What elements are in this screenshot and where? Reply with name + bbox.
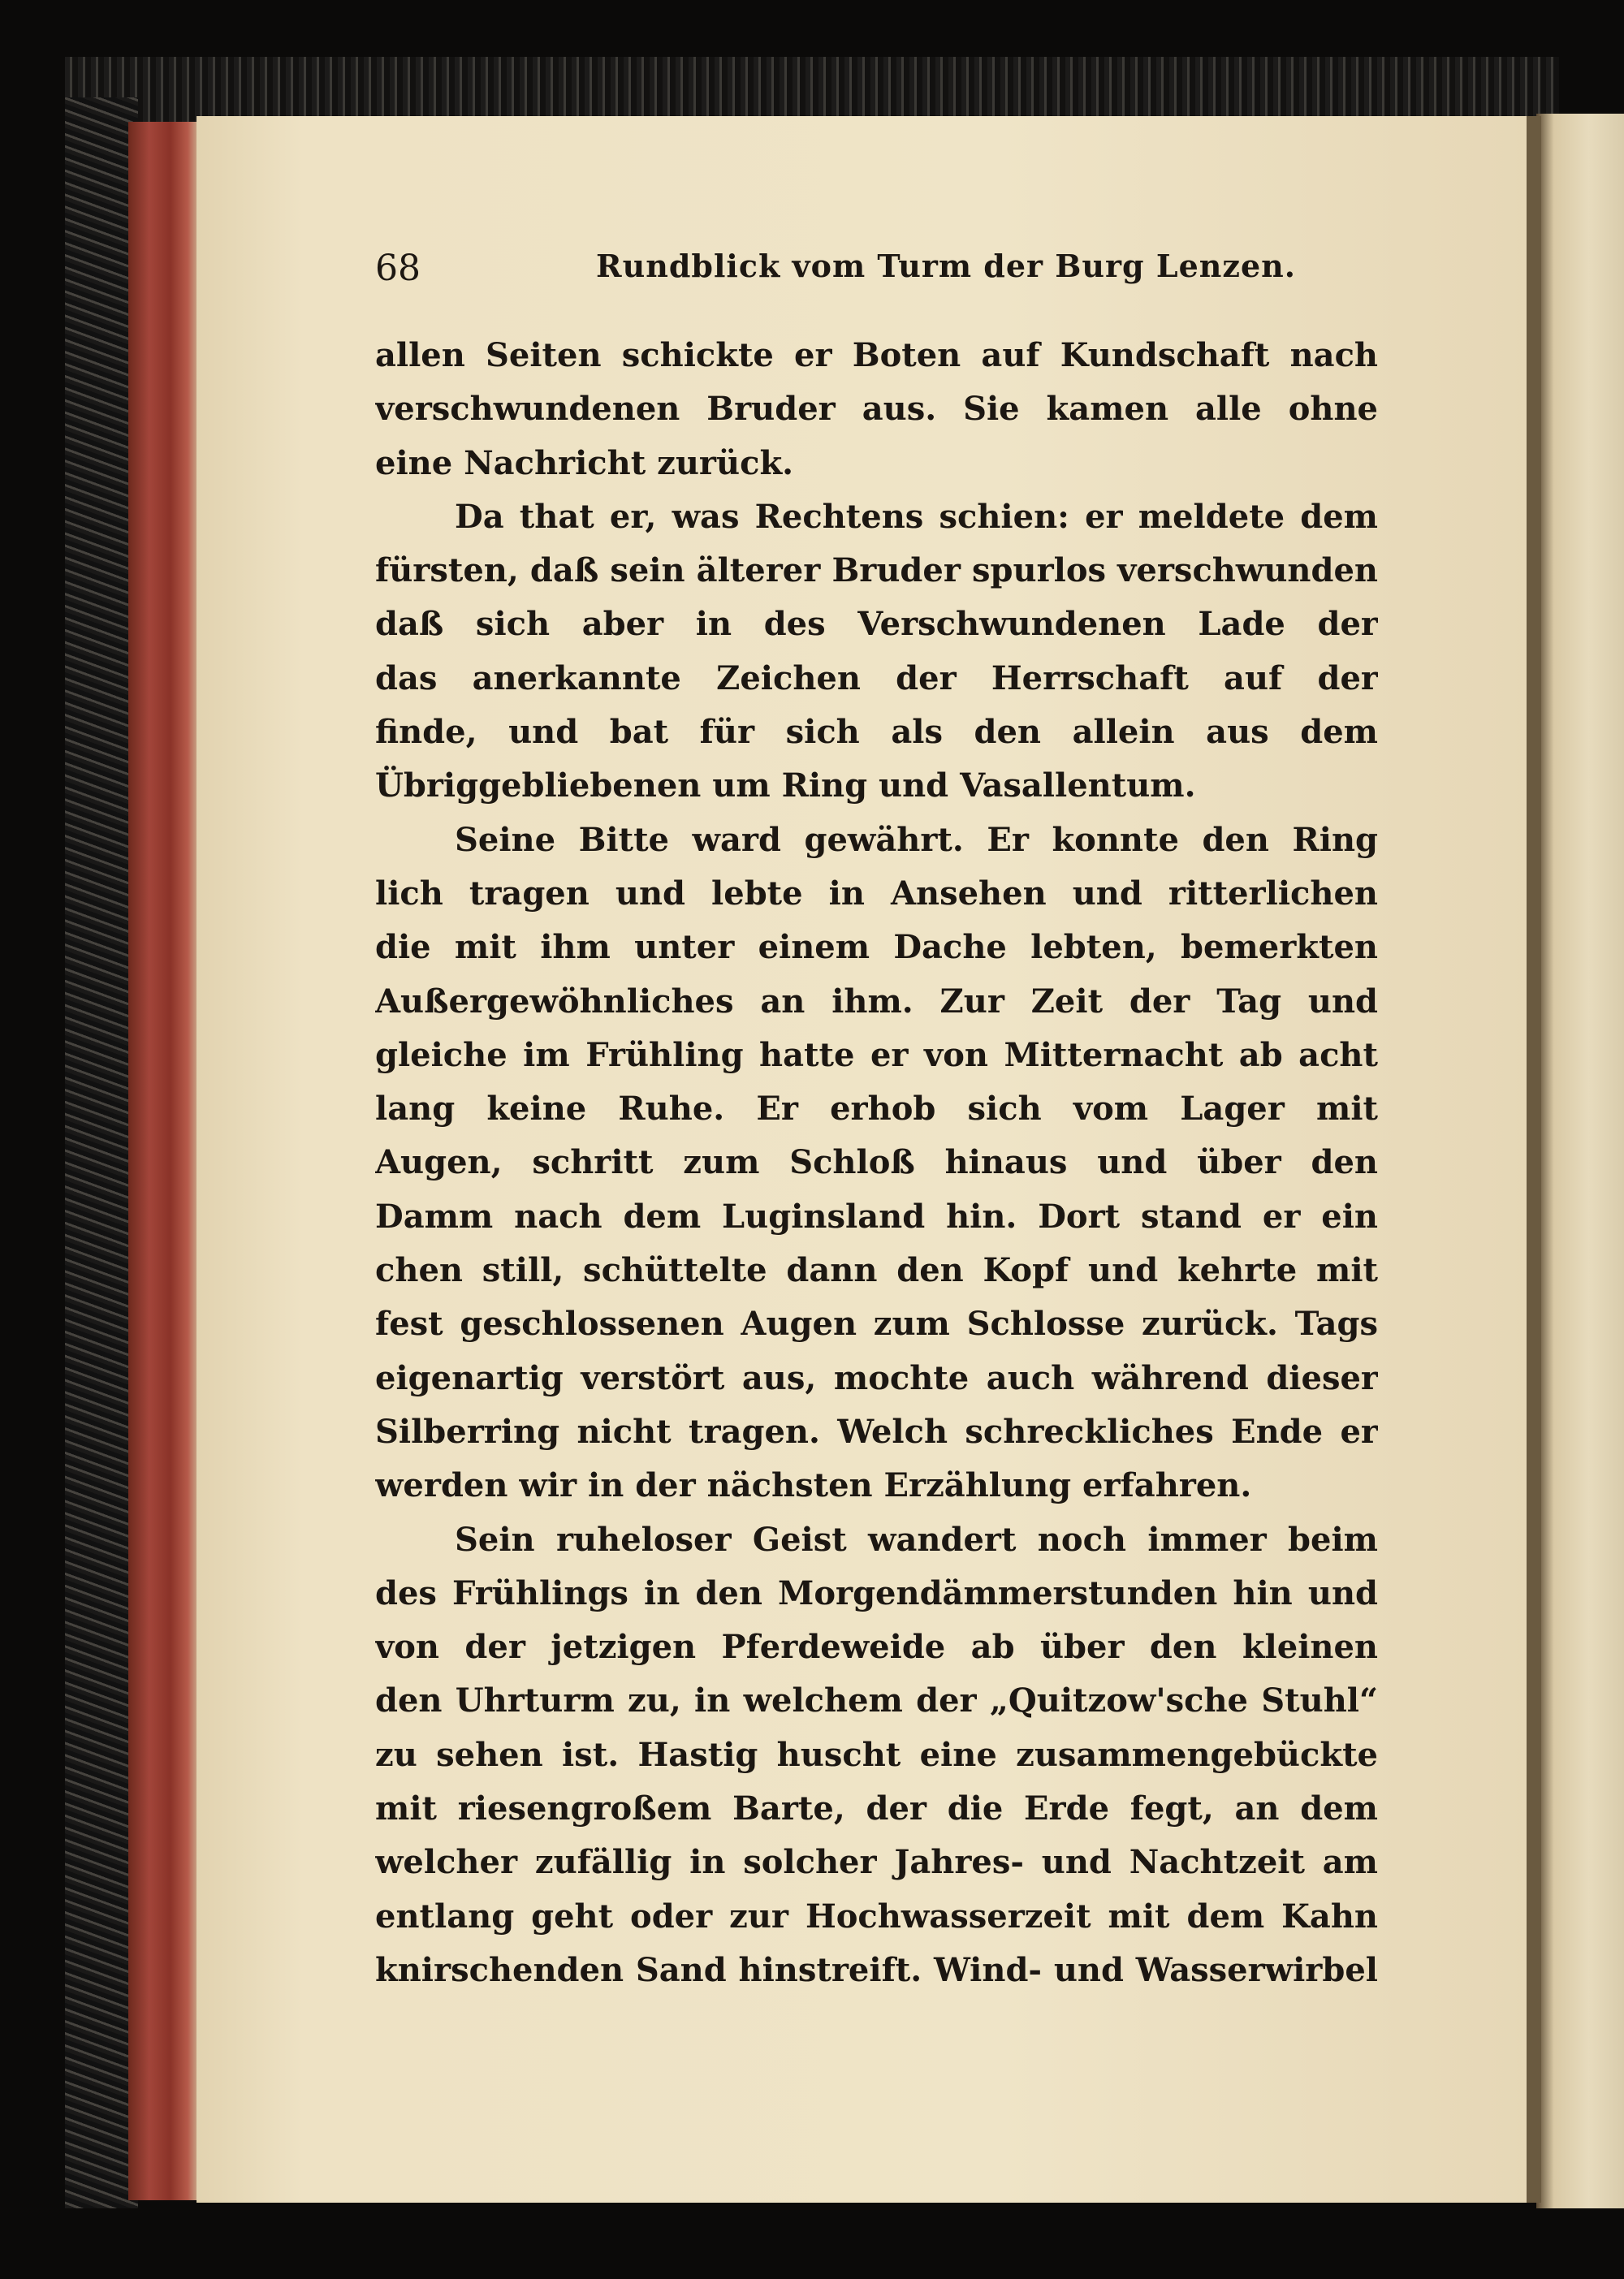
text-line: chen still, schüttelte dann den Kopf und kehrte mit [375,1251,1378,1290]
text-line: eine Nachricht zurück. [375,443,794,482]
page-edges-red [128,122,198,2200]
text-line: allen Seiten schickte er Boten auf Kundschaft nach [375,336,1378,374]
text-line: gleiche im Frühling hatte er von Mitternacht ab acht [375,1035,1378,1074]
book-cover-left [65,97,138,2208]
text-line: daß sich aber in des Verschwundenen Lade der [375,605,1378,644]
text-line: knirschenden Sand hinstreift. Wind- und Wasserwirbel [375,1950,1378,1989]
text-line: Übriggebliebenen um Ring und Vasallentum. [375,766,1196,805]
text-line: den Uhrturm zu, in welchem der „Quitzow'sche Stuhl“ [375,1681,1378,1720]
text-line: mit riesengroßem Barte, der die Erde fegt, an dem [375,1789,1378,1828]
text-line: das anerkannte Zeichen der Herrschaft auf der [375,658,1378,697]
text-line: Außergewöhnliches an ihm. Zur Zeit der Tag und [375,982,1378,1021]
text-line: verschwundenen Bruder aus. Sie kamen alle ohne [375,390,1378,429]
text-line: lang keine Ruhe. Er erhob sich vom Lager mit [375,1090,1378,1129]
text-line: Augen, schritt zum Schloß hinaus und über den [375,1143,1378,1182]
text-line: eigenartig verstört aus, mochte auch während dieser [375,1358,1378,1397]
text-line: von der jetzigen Pferdeweide ab über den kleinen [375,1628,1378,1667]
page-number: 68 [375,248,421,289]
text-line: lich tragen und lebte in Ansehen und ritterlichen [375,874,1378,913]
running-title: Rundblick vom Turm der Burg Lenzen. [596,248,1296,284]
text-line: welcher zufällig in solcher Jahres- und Nachtzeit am [375,1843,1378,1882]
text-line: werden wir in der nächsten Erzählung erfahren. [375,1466,1252,1505]
text-line: Da that er, was Rechtens schien: er meldete dem [455,497,1378,536]
text-line: fest geschlossenen Augen zum Schlosse zurück. Tags [375,1305,1378,1344]
text-line: Seine Bitte ward gewährt. Er konnte den Ring [455,820,1378,859]
book-cover-top [65,57,1559,122]
text-line: die mit ihm unter einem Dache lebten, bemerkten [375,928,1378,967]
text-line: entlang geht oder zur Hochwasserzeit mit dem Kahn [375,1897,1378,1936]
text-line: fürsten, daß sein älterer Bruder spurlos verschwunden [375,551,1378,590]
text-line: Silberring nicht tragen. Welch schreckliches Ende er [375,1412,1378,1451]
text-line: Damm nach dem Luginsland hin. Dort stand er ein [375,1197,1378,1236]
page-header [375,248,1382,296]
text-line: zu sehen ist. Hastig huscht eine zusammengebückte [375,1735,1378,1774]
book-gutter [1527,116,1541,2203]
text-line: finde, und bat für sich als den allein aus dem [375,713,1378,752]
text-line: Sein ruheloser Geist wandert noch immer beim [455,1520,1378,1559]
text-line: des Frühlings in den Morgendämmerstunden hin und [375,1573,1378,1612]
body-text [375,329,1378,1997]
facing-page-edge [1536,114,1624,2208]
